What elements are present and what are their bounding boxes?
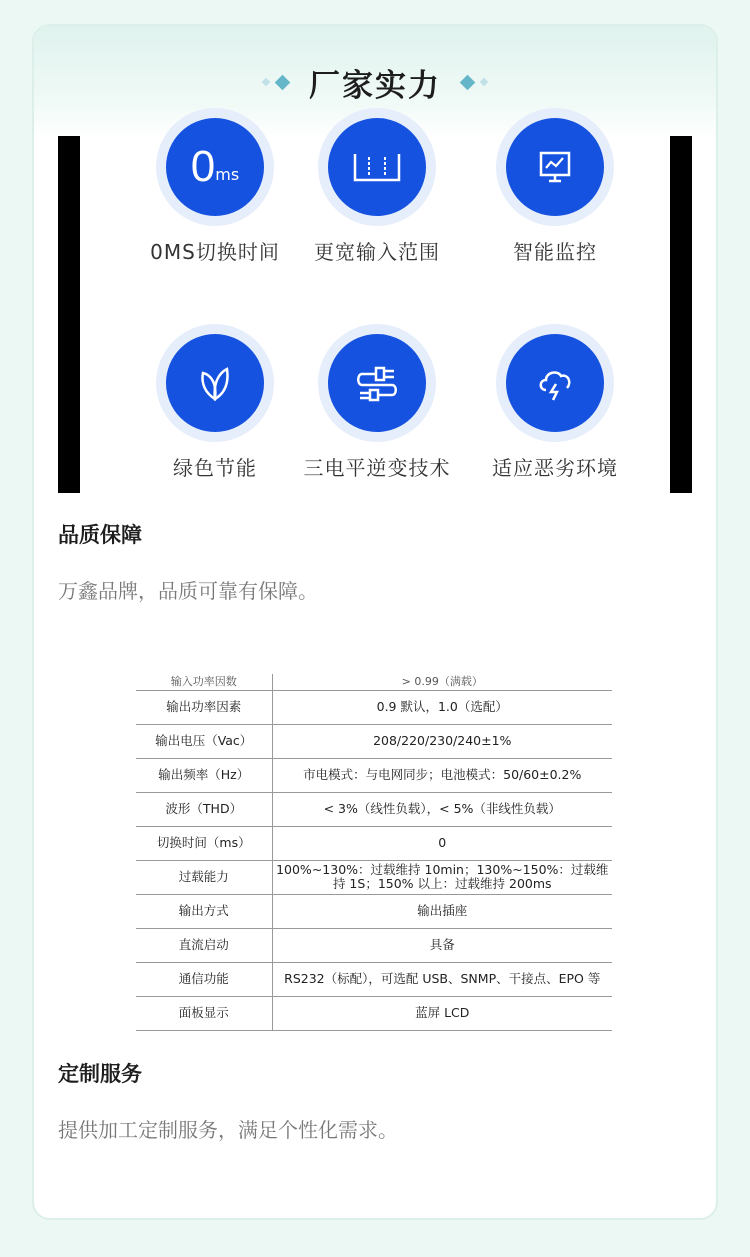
storm-cloud-icon — [506, 334, 604, 432]
table-row: 过载能力 100%~130%：过载维持 10min；130%~150%：过载维持 1S；150% 以上：过载维持 200ms — [136, 860, 612, 894]
feature-label: 适应恶劣环境 — [492, 456, 618, 480]
feature-label: 更宽输入范围 — [314, 240, 440, 264]
feature-label: 绿色节能 — [173, 456, 257, 480]
diamond-icon — [275, 74, 291, 90]
plug-icon — [328, 334, 426, 432]
feature-three-level — [292, 324, 462, 481]
table-row: 输出电压（Vac） 208/220/230/240±1% — [136, 724, 612, 758]
page-title: 厂家实力 — [309, 67, 441, 104]
table-row: 通信功能 RS232（标配），可选配 USB、SNMP、干接点、EPO 等 — [136, 962, 612, 996]
feature-green — [130, 324, 300, 481]
title-ornament-left — [258, 77, 291, 88]
table-row: 输出频率（Hz） 市电模式：与电网同步；电池模式：50/60±0.2% — [136, 758, 612, 792]
table-row: 输出方式 输出插座 — [136, 894, 612, 928]
section-title-custom: 定制服务 — [58, 1062, 142, 1086]
feature-monitor — [470, 108, 640, 265]
feature-wide-range — [292, 108, 462, 265]
wide-range-icon — [328, 118, 426, 216]
content-card — [32, 24, 718, 1220]
table-row: 输出功率因素 0.9 默认，1.0（选配） — [136, 690, 612, 724]
feature-label: 智能监控 — [513, 240, 597, 264]
diamond-icon — [262, 78, 270, 86]
feature-label: 三电平逆变技术 — [303, 456, 451, 480]
image-border-left — [58, 136, 80, 493]
diamond-icon — [460, 74, 476, 90]
section-text-custom: 提供加工定制服务，满足个性化需求。 — [58, 1118, 398, 1142]
title-row — [34, 60, 716, 104]
table-row: 波形（THD） < 3%（线性负载），< 5%（非线性负载） — [136, 792, 612, 826]
title-ornament-right — [459, 77, 492, 88]
table-row: 面板显示 蓝屏 LCD — [136, 996, 612, 1030]
image-border-right — [670, 136, 692, 493]
table-row: 输入功率因数 > 0.99（满载） — [136, 674, 612, 690]
feature-zero-ms — [130, 108, 300, 265]
section-title-quality: 品质保障 — [58, 523, 142, 547]
spec-table-image — [58, 674, 692, 1032]
table-row: 直流启动 具备 — [136, 928, 612, 962]
table-row: 切换时间（ms） 0 — [136, 826, 612, 860]
monitor-chart-icon — [506, 118, 604, 216]
feature-harsh-env — [470, 324, 640, 481]
leaf-icon — [166, 334, 264, 432]
features-image — [58, 136, 692, 493]
diamond-icon — [480, 78, 488, 86]
spec-table — [136, 674, 612, 1031]
section-text-quality: 万鑫品牌，品质可靠有保障。 — [58, 579, 318, 603]
feature-label: 0MS切换时间 — [150, 240, 280, 264]
zero-ms-icon: 0 ms — [166, 118, 264, 216]
